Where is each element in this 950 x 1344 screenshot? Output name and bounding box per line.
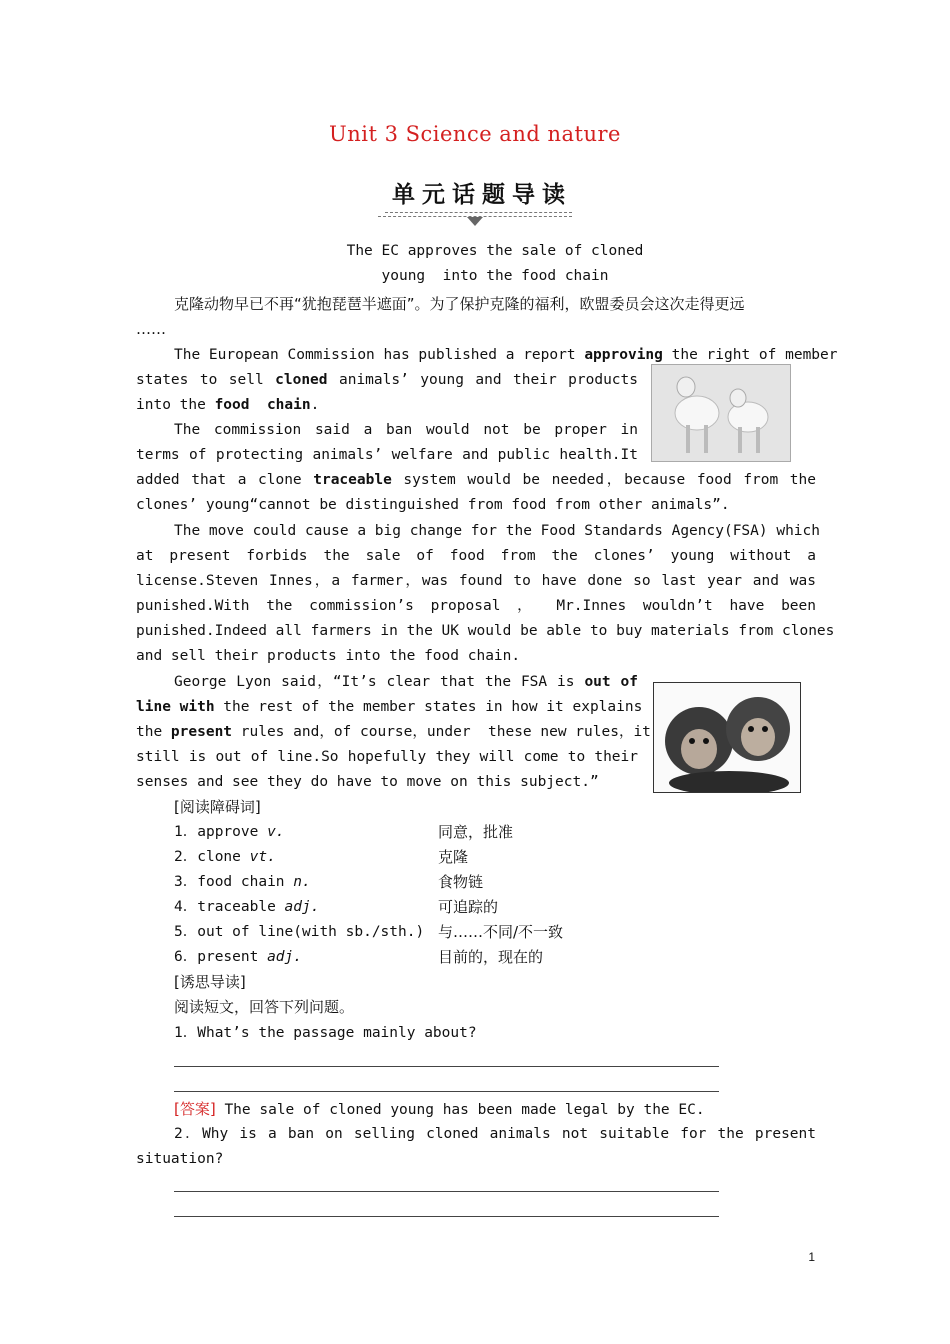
para2-line4: clones’ young“cannot be distinguished from food from other animals”. <box>136 497 730 513</box>
unit-title: Unit 3 Science and nature <box>329 122 621 146</box>
para4-line4: still is out of line.So hopefully they will come to their <box>136 749 638 765</box>
guide-header: [诱思导读] <box>174 973 246 991</box>
vocab-meaning: 可追踪的 <box>438 898 499 916</box>
answer-1: [答案] The sale of cloned young has been made legal by the EC. <box>174 1100 705 1118</box>
question-2-line2: situation? <box>136 1151 224 1167</box>
vocab-meaning: 克隆 <box>438 848 469 866</box>
guide-instruction: 阅读短文，回答下列问题。 <box>174 998 355 1016</box>
answer-line <box>174 1091 719 1092</box>
sheep-illustration <box>652 365 790 461</box>
vocab-item: 3．food chain n. <box>174 874 311 890</box>
page-number: 1 <box>808 1250 815 1264</box>
intro-line2: …… <box>136 320 166 338</box>
para4-line1: George Lyon said，“It’s clear that the FSA is out of <box>174 674 638 690</box>
para3-line3: license.Steven Innes，a farmer，was found to have done so last year and was <box>136 573 816 589</box>
banner-triangle-icon <box>467 217 483 226</box>
answer-line <box>174 1066 719 1067</box>
para1-line2: states to sell cloned animals’ young and their products <box>136 372 638 388</box>
para2-line1: The commission said a ban would not be proper in <box>174 422 638 438</box>
vocab-header: [阅读障碍词] <box>174 798 261 816</box>
vocab-item: 6．present adj. <box>174 949 302 965</box>
para3-line1: The move could cause a big change for the Food Standards Agency(FSA) which <box>174 523 821 539</box>
vocab-meaning: 食物链 <box>438 873 484 891</box>
vocab-item: 2．clone vt. <box>174 849 276 865</box>
passage-title-line2: young into the food chain <box>381 268 609 284</box>
section-banner-text: 单元话题导读 <box>385 176 572 213</box>
section-banner <box>0 176 950 217</box>
para2-line3: added that a clone traceable system would be needed，because food from the <box>136 472 816 488</box>
passage-title-line1: The EC approves the sale of cloned <box>346 243 644 259</box>
vocab-item: 4．traceable adj. <box>174 899 320 915</box>
intro-line1: 克隆动物早已不再“犹抱琵琶半遮面”。为了保护克隆的福利，欧盟委员会这次走得更远 <box>174 295 745 313</box>
para3-line4: punished.With the commission’s proposal ， Mr.Innes wouldn’t have been <box>136 598 816 614</box>
para4-line2: line with the rest of the member states in how it explains <box>136 699 643 715</box>
para1-line3: into the food chain. <box>136 397 320 413</box>
monkeys-illustration <box>654 683 800 792</box>
answer-line <box>174 1191 719 1192</box>
vocab-meaning: 目前的，现在的 <box>438 948 544 966</box>
question-2-line1: 2．Why is a ban on selling cloned animals not suitable for the present <box>174 1126 816 1142</box>
para3-line2: at present forbids the sale of food from the clones’ young without a <box>136 548 816 564</box>
answer-label: [答案] <box>174 1100 216 1118</box>
sheep-photo <box>651 364 791 462</box>
para4-line5: senses and see they do have to move on this subject.” <box>136 774 599 790</box>
para3-line5: punished.Indeed all farmers in the UK would be able to buy materials from clones <box>136 623 835 639</box>
para2-line2: terms of protecting animals’ welfare and public health.It <box>136 447 638 463</box>
vocab-item: 1．approve v. <box>174 824 285 840</box>
para1-line1: The European Commission has published a report approving the right of member <box>174 347 838 363</box>
question-1: 1．What’s the passage mainly about? <box>174 1025 477 1041</box>
vocab-meaning: 与……不同/不一致 <box>438 923 564 941</box>
monkeys-photo <box>653 682 801 793</box>
vocab-item: 5．out of line(with sb./sth.) <box>174 924 425 940</box>
para4-line3: the present rules and，of course，under these new rules，it <box>136 724 651 740</box>
vocab-meaning: 同意，批准 <box>438 823 514 841</box>
para3-line6: and sell their products into the food chain. <box>136 648 521 664</box>
answer-line <box>174 1216 719 1217</box>
